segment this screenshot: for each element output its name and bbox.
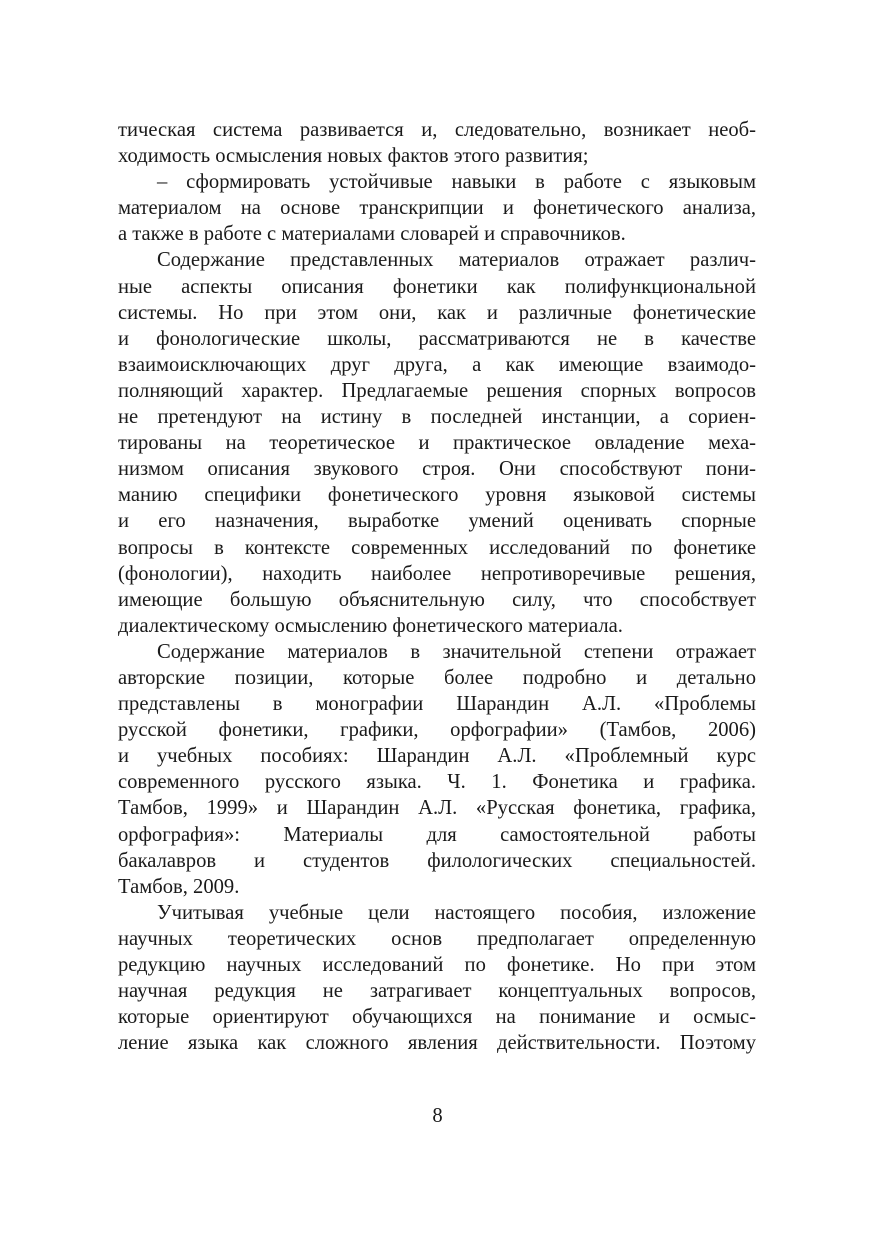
text-line: ходимость осмысления новых фактов этого развития;	[118, 145, 589, 168]
text-line: и фонологические школы, рассматриваются не в качестве	[118, 327, 756, 350]
text-line: Учитывая учебные цели настоящего пособия, изложение	[157, 901, 756, 924]
text-line: тическая система развивается и, следовательно, возникает необ-	[118, 119, 756, 141]
text-line: Содержание материалов в значительной степени отражает	[157, 640, 756, 663]
text-line: материалом на основе транскрипции и фонетического анализа,	[118, 197, 756, 220]
text-line: ные аспекты описания фонетики как полифункциональной	[118, 275, 756, 298]
body-text	[118, 117, 756, 1056]
text-line: научная редукция не затрагивает концептуальных вопросов,	[118, 980, 756, 1003]
page-number: 8	[432, 1105, 443, 1127]
text-line: тированы на теоретическое и практическое овладение меха-	[118, 432, 756, 455]
text-line: которые ориентируют обучающихся на понимание и осмыс-	[118, 1006, 756, 1029]
text-line: низмом описания звукового строя. Они способствуют пони-	[118, 458, 756, 481]
text-line: научных теоретических основ предполагает определенную	[118, 927, 756, 950]
text-line: авторские позиции, которые более подробно и детально	[118, 666, 756, 689]
text-line: диалектическому осмыслению фонетического материала.	[118, 614, 623, 637]
text-line: полняющий характер. Предлагаемые решения спорных вопросов	[118, 379, 756, 402]
text-line: и учебных пособиях: Шарандин А.Л. «Проблемный курс	[118, 745, 756, 768]
text-line: не претендуют на истину в последней инстанции, а сориен-	[118, 406, 756, 429]
text-line: редукцию научных исследований по фонетике. Но при этом	[118, 954, 756, 976]
text-line: имеющие большую объяснительную силу, что способствует	[118, 588, 756, 611]
text-line: русской фонетики, графики, орфографии» (Тамбов, 2006)	[118, 719, 756, 742]
text-line: системы. Но при этом они, как и различные фонетические	[118, 301, 756, 324]
text-line: современного русского языка. Ч. 1. Фонетика и графика.	[118, 771, 756, 794]
text-line: а также в работе с материалами словарей и справочников.	[118, 223, 626, 246]
text-line: ление языка как сложного явления действительности. Поэтому	[118, 1032, 756, 1055]
text-line: представлены в монографии Шарандин А.Л. «Проблемы	[118, 693, 756, 716]
text-line: орфография»: Материалы для самостоятельной работы	[118, 823, 756, 846]
text-line: бакалавров и студентов филологических специальностей.	[118, 849, 756, 872]
text-line: Тамбов, 1999» и Шарандин А.Л. «Русская фонетика, графика,	[118, 797, 756, 820]
text-line: манию специфики фонетического уровня языковой системы	[118, 484, 756, 507]
text-line: Тамбов, 2009.	[118, 875, 240, 898]
text-line: (фонологии), находить наиболее непротиворечивые решения,	[118, 562, 756, 585]
text-line: взаимоисключающих друг друга, а как имеющие взаимодо-	[118, 353, 756, 376]
text-line: вопросы в контексте современных исследований по фонетике	[118, 536, 756, 559]
text-line: и его назначения, выработке умений оценивать спорные	[118, 510, 756, 533]
text-line: Содержание представленных материалов отражает различ-	[157, 249, 756, 272]
text-line: – сформировать устойчивые навыки в работе с языковым	[157, 171, 756, 194]
